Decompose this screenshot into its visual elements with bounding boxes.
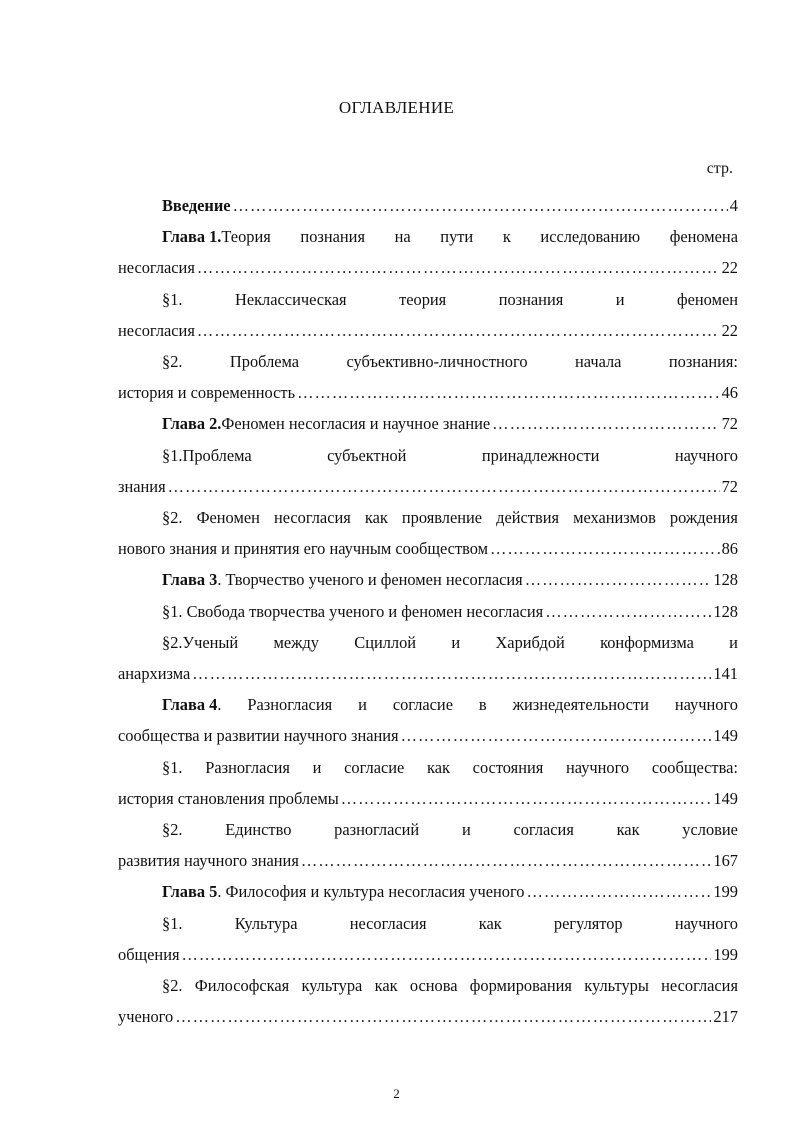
toc-dot-leader — [197, 252, 720, 283]
toc-entry — [118, 627, 738, 689]
toc-page-number: 141 — [713, 664, 738, 684]
toc-entry — [118, 440, 738, 502]
toc-page-number: 46 — [721, 383, 738, 403]
toc-dot-leader — [401, 720, 712, 751]
toc-entry-heading: Глава 4 — [162, 695, 218, 715]
toc-entry — [118, 502, 738, 564]
toc-entry-continuation: несогласия — [118, 320, 195, 340]
toc-entry-heading: Глава 3 — [162, 570, 218, 590]
toc-dot-leader — [490, 533, 720, 564]
toc-dot-leader — [197, 315, 720, 346]
toc-entry — [118, 814, 738, 876]
toc-dot-leader — [526, 876, 711, 907]
toc-dot-leader — [301, 845, 712, 876]
page-number: 2 — [393, 1086, 400, 1101]
toc-page-number: 72 — [721, 414, 738, 434]
toc-page-number: 149 — [713, 788, 738, 808]
toc-entry-title: §2. Феномен несогласия как проявление действия механизмов рождения — [162, 508, 738, 528]
toc-dot-leader — [182, 939, 712, 970]
toc-entry-heading: Введение — [162, 196, 231, 215]
toc-entry-heading: Глава 2. — [162, 414, 222, 434]
toc-page-number: 86 — [721, 539, 738, 559]
toc-dot-leader — [545, 596, 711, 627]
toc-entry-continuation: ученого — [118, 1007, 174, 1027]
toc-entry-title: §2. Проблема субъективно-личностного начала познания: — [162, 352, 738, 372]
toc-page-number: 149 — [713, 726, 738, 746]
toc-entry-title: . Творчество ученого и феномен несогласия — [217, 570, 523, 590]
toc-entry — [118, 970, 738, 1032]
toc-entry — [118, 564, 738, 595]
toc-entry-continuation: сообщества и развитии научного знания — [118, 726, 399, 746]
toc-page-number: 199 — [713, 944, 738, 964]
toc-dot-leader — [525, 564, 712, 595]
toc-entry-title: Феномен несогласия и научное знание — [221, 414, 491, 434]
toc-entry — [118, 908, 738, 970]
toc-entry-title: §1. Разногласия и согласие как состояния научного сообщества: — [162, 757, 738, 777]
toc-entry-title: §2. Философская культура как основа формирования культуры несогласия — [162, 976, 738, 996]
toc-page-number: 199 — [713, 882, 738, 902]
toc-entry — [118, 689, 738, 751]
toc-dot-leader — [341, 783, 712, 814]
toc-entry — [118, 408, 738, 439]
toc-page-number: 72 — [721, 476, 738, 496]
toc-entry-continuation: история и современность — [118, 383, 296, 403]
toc-entry — [118, 752, 738, 814]
toc-entry-title: §1. Неклассическая теория познания и феномен — [162, 289, 738, 309]
toc-entry-heading: Глава 1. — [162, 227, 222, 247]
toc-entry — [118, 221, 738, 283]
toc-entry-continuation: история становления проблемы — [118, 788, 339, 808]
toc-entry — [118, 284, 738, 346]
toc-dot-leader — [297, 377, 720, 408]
toc-entry — [118, 596, 738, 627]
toc-entry-heading: Глава 5 — [162, 882, 218, 902]
toc-page-number: 128 — [713, 570, 738, 590]
toc-page-number: 167 — [713, 851, 738, 871]
toc-dot-leader — [168, 471, 720, 502]
toc-entry-continuation: знания — [118, 476, 166, 496]
toc-entry-title: §2.Ученый между Сциллой и Харибдой конформизма и — [162, 632, 738, 652]
toc-entry-continuation: нового знания и принятия его научным сообществом — [118, 539, 489, 559]
toc-entry-title: . Разногласия и согласие в жизнедеятельности научного — [217, 695, 738, 715]
toc-entry — [118, 190, 738, 221]
page-title: ОГЛАВЛЕНИЕ — [338, 98, 455, 117]
toc-entry-title: Теория познания на пути к исследованию феномена — [221, 227, 738, 247]
toc-page-number: 128 — [713, 601, 738, 621]
toc-entry-title: §1. Свобода творчества ученого и феномен несогласия — [162, 601, 544, 621]
toc-page-number: 22 — [721, 258, 738, 278]
toc-dot-leader — [492, 408, 719, 439]
toc-entry-continuation: несогласия — [118, 258, 195, 278]
toc-page-number: 217 — [713, 1007, 738, 1027]
toc-dot-leader — [233, 190, 728, 221]
toc-entry-continuation: развития научного знания — [118, 851, 299, 871]
toc-dot-leader — [175, 1001, 711, 1032]
toc-entry-continuation: анархизма — [118, 664, 191, 684]
toc-page-number: 22 — [721, 320, 738, 340]
toc-entry-title: . Философия и культура несогласия ученого — [217, 882, 525, 902]
toc-entry-continuation: общения — [118, 944, 180, 964]
toc-entry — [118, 876, 738, 907]
toc-dot-leader — [192, 658, 711, 689]
toc-entry-title: §1. Культура несогласия как регулятор научного — [162, 913, 738, 933]
toc-page-number: 4 — [729, 196, 738, 215]
toc-entry-title: §1.Проблема субъектной принадлежности научного — [162, 445, 738, 465]
toc-entry — [118, 346, 738, 408]
table-of-contents — [118, 190, 738, 1032]
toc-entry-title: §2. Единство разногласий и согласия как условие — [162, 820, 738, 840]
page-column-header: стр. — [706, 160, 733, 177]
